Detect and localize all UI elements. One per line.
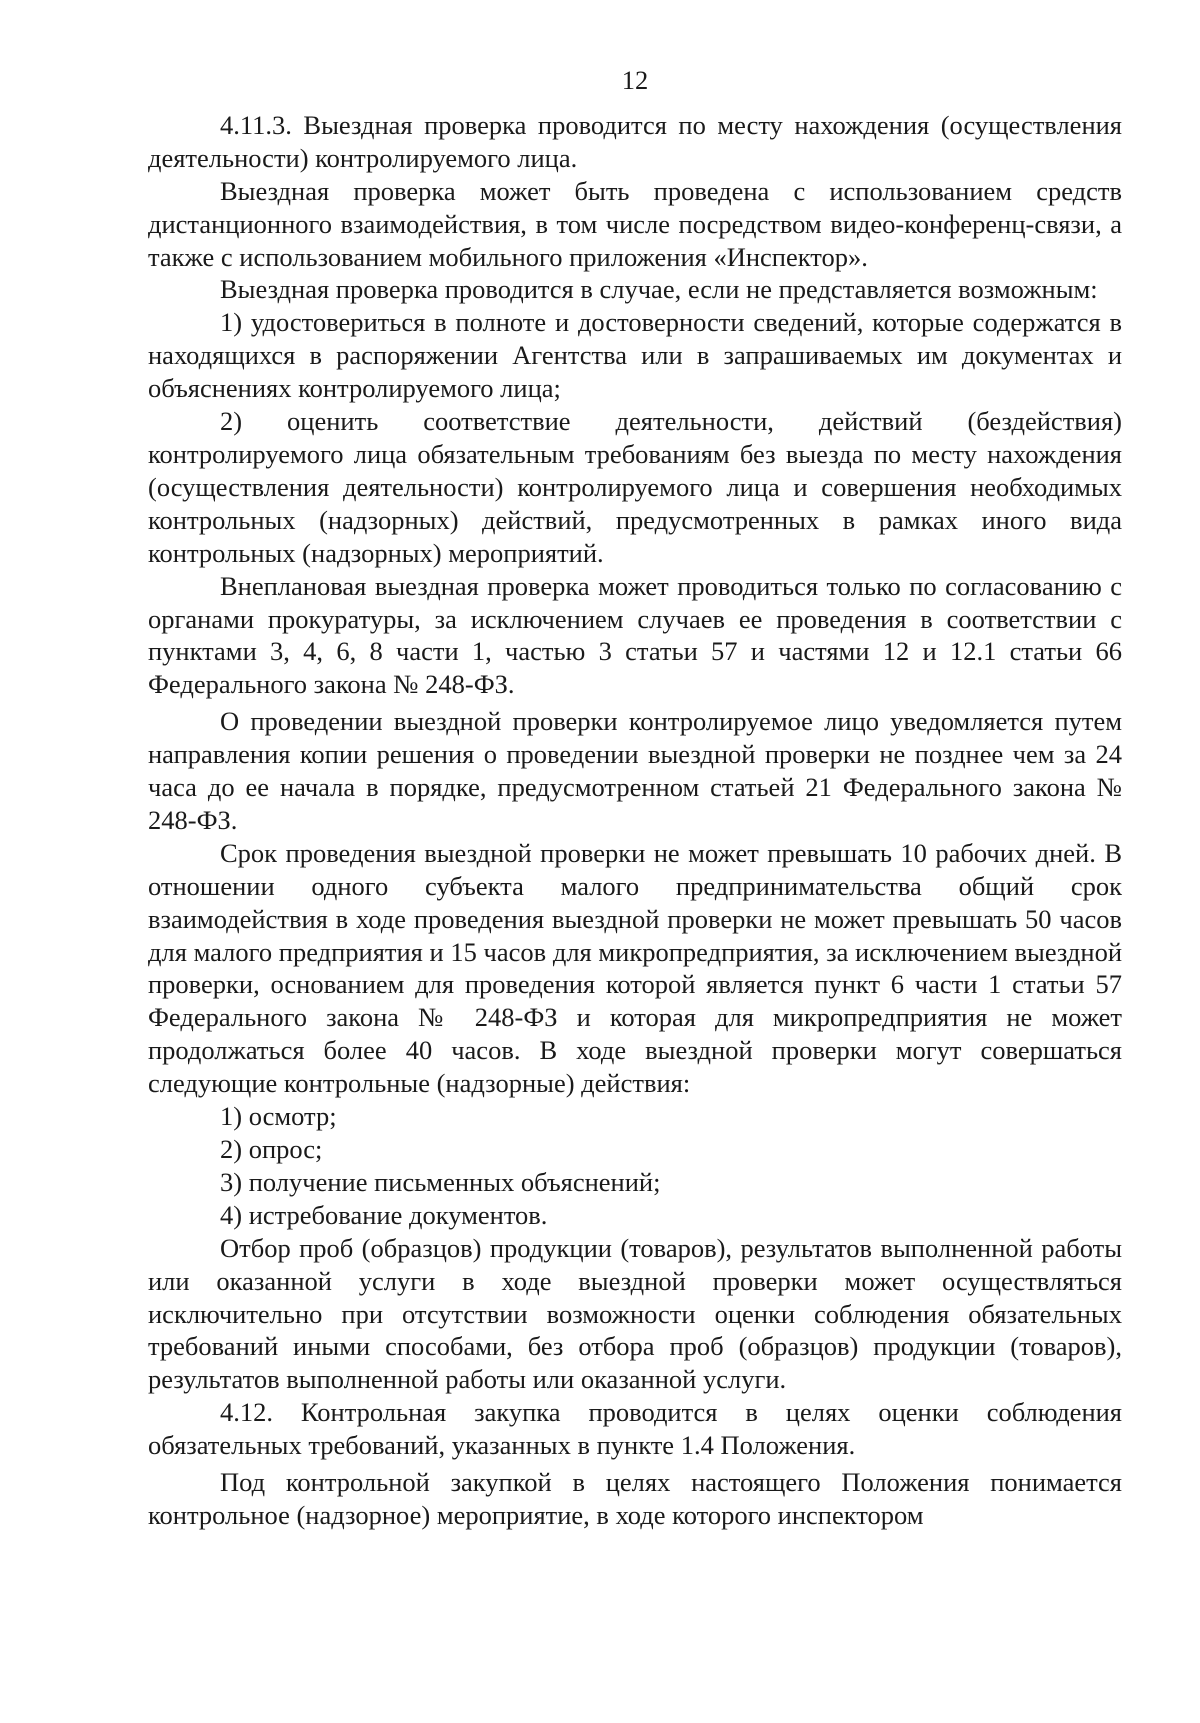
document-page [148,64,1122,1532]
paragraph-control-purchase: Под контрольной закупкой в целях настоящего Положения понимается контрольное (надзорное) мероприятие, в ходе которого инспектором [148,1467,1122,1530]
list-item: 1) осмотр; [220,1101,337,1132]
list-item: 2) опрос; [220,1134,323,1164]
list-item: 3) получение письменных объяснений; [220,1166,661,1197]
paragraph-duration: Срок проведения выездной проверки не может превышать 10 рабочих дней. В отношении одного субъекта малого предпринимательства общий срок взаимодействия в ходе проведения выездной проверки не может превышать 50 часов для малого предприятия и 15 часов для микропредприятия, за исключением выездной проверки, основанием для проведения которой является пункт 6 части 1 статьи 57 Федерального закона № 248-ФЗ и которая для микропредприятия не может продолжаться более 40 часов. В ходе выездной проверки могут совершаться следующие контрольные (надзорные) действия: [148,837,1122,1099]
paragraph-case-1: 1) удостовериться в полноте и достоверности сведений, которые содержатся в находящихся в распоряжении Агентства или в запрашиваемых им документах и объяснениях контролируемого лица; [148,307,1122,404]
paragraph-4-11-3: 4.11.3. Выездная проверка проводится по месту нахождения (осуществления деятельности) контролируемого лица. [148,109,1122,173]
paragraph-case-2: 2) оценить соответствие деятельности, действий (бездействия) контролируемого лица обязательным требованиям без выезда по месту нахождения (осуществления деятельности) контролируемого лица и совершения необходимых контрольных (надзорных) действий, предусмотренных в рамках иного вида контрольных (надзорных) мероприятий. [148,406,1122,568]
paragraph-unscheduled-inspection: Внеплановая выездная проверка может проводиться только по согласованию с органами прокуратуры, за исключением случаев ее проведения в соответствии с пунктами 3, 4, 6, 8 части 1, частью 3 статьи 57 и частями 12 и 12.1 статьи 66 Федерального закона № 248-ФЗ. [148,570,1122,700]
page-number: 12 [621,65,649,95]
paragraph-sampling: Отбор проб (образцов) продукции (товаров), результатов выполненной работы или оказанной услуги в ходе выездной проверки может осуществляться исключительно при отсутствии возможности оценки соблюдения обязательных требований иными способами, без отбора проб (образцов) продукции (товаров), результатов выполненной работы или оказанной услуги. [148,1232,1122,1395]
paragraph-remote-inspection: Выездная проверка может быть проведена с использованием средств дистанционного взаимодействия, в том числе посредством видео-конференц-связи, а также с использованием мобильного приложения «Инспектор». [148,175,1122,272]
paragraph-inspection-cases: Выездная проверка проводится в случае, если не представляется возможным: [220,274,1098,305]
list-item: 4) истребование документов. [220,1199,548,1230]
actions-list [148,1100,1122,1232]
paragraph-notification: О проведении выездной проверки контролируемое лицо уведомляется путем направления копии решения о проведении выездной проверки не позднее чем за 24 часа до ее начала в порядке, предусмотренном статьей 21 Федерального закона № 248-ФЗ. [148,706,1122,835]
paragraph-4-12: 4.12. Контрольная закупка проводится в целях оценки соблюдения обязательных требований, указанных в пункте 1.4 Положения. [148,1397,1122,1461]
